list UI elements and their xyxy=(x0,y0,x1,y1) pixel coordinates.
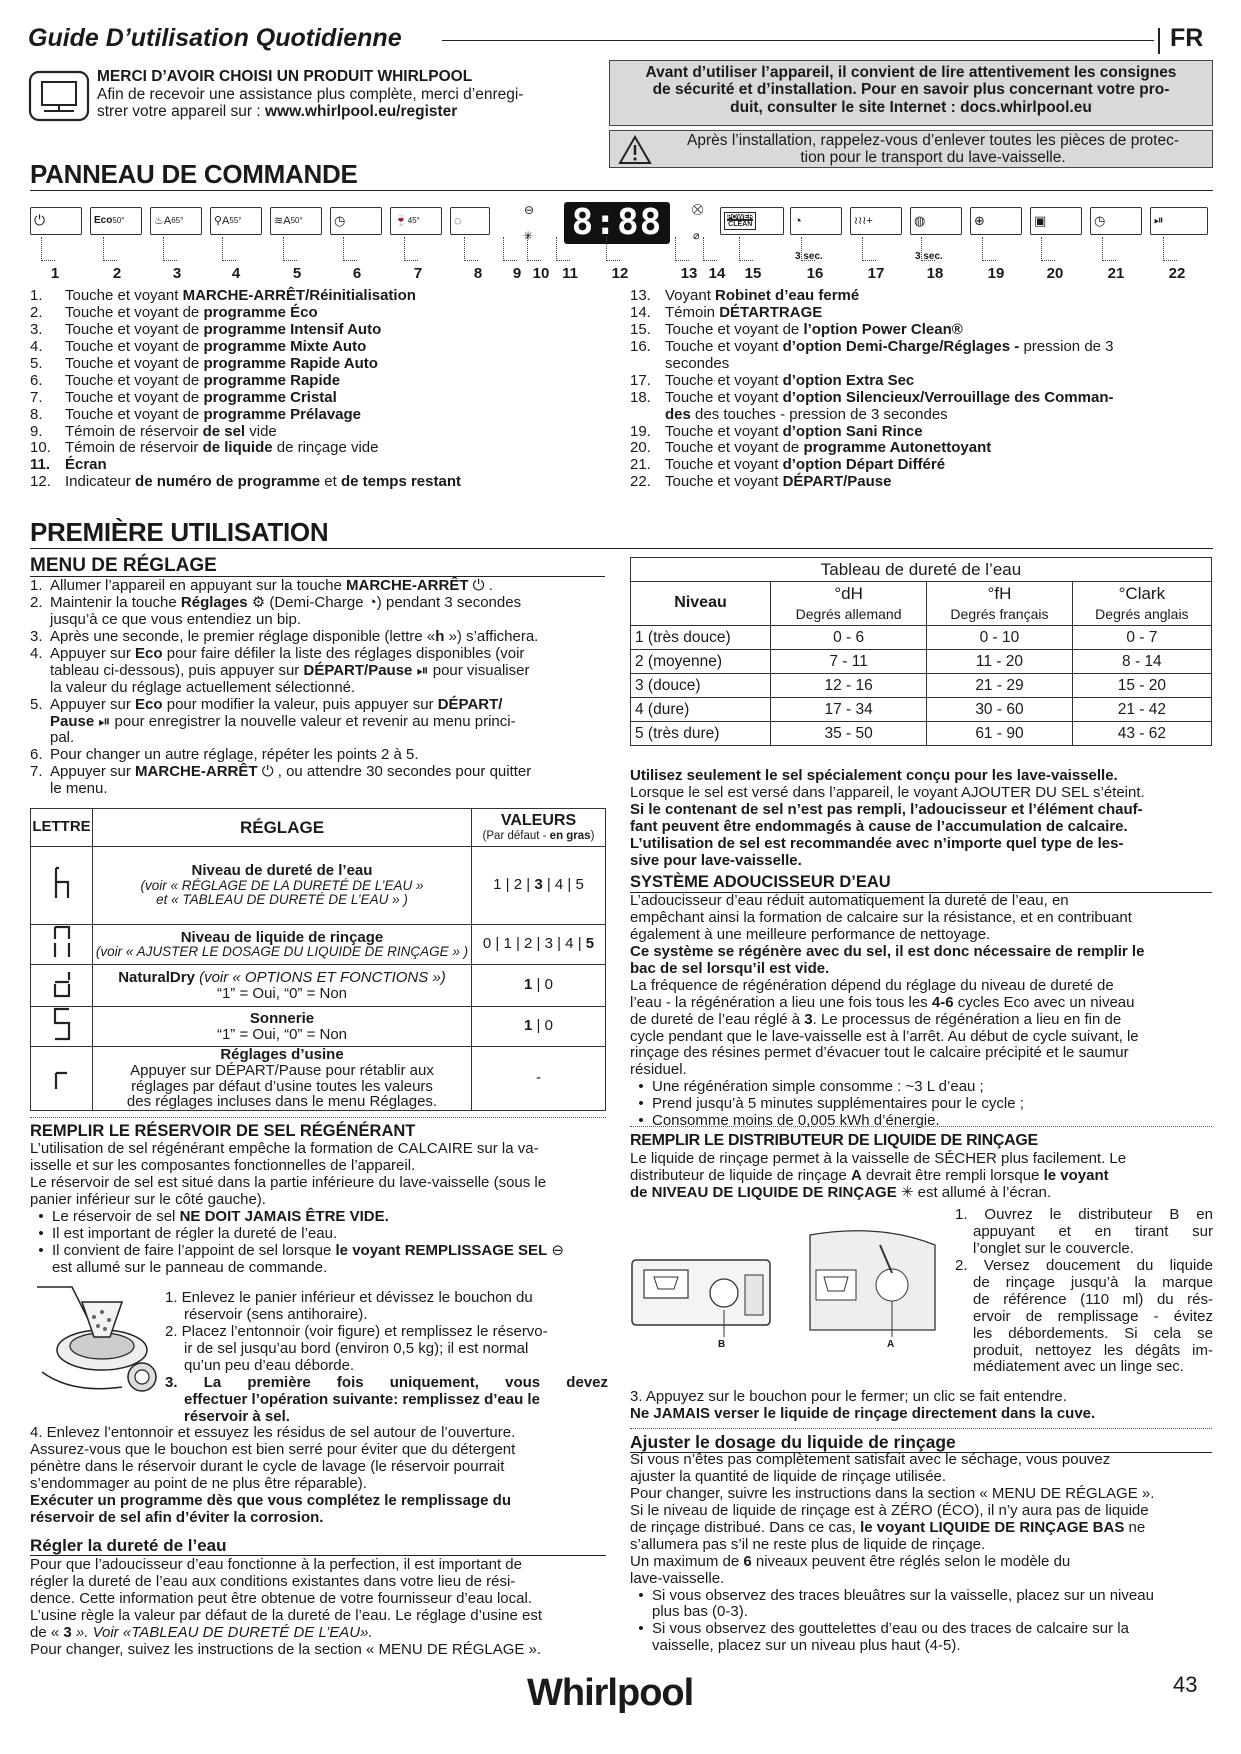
connector-line xyxy=(606,237,620,261)
water-hardness-table xyxy=(630,557,1212,746)
col-setting: RÉGLAGE xyxy=(93,809,472,847)
delay-start-button[interactable]: ◷ xyxy=(1090,207,1142,235)
hardness-row xyxy=(631,721,1212,745)
hardness-cell-fh: 30 - 60 xyxy=(927,697,1073,721)
settings-row xyxy=(31,1047,606,1111)
setting-description: Réglages d’usine Appuyer sur DÉPART/Pause pour rétablir aux réglages par défaut d’usine toutes les valeurs des réglages incluses dans le menu Réglages. xyxy=(93,1047,472,1111)
silent-button[interactable]: ◍ xyxy=(910,207,962,235)
panel-number-17: 17 xyxy=(867,265,885,282)
setting-letter-glyph xyxy=(31,847,93,925)
connector-line xyxy=(222,237,236,261)
control-panel-heading: PANNEAU DE COMMANDE xyxy=(30,159,358,189)
page-number: 43 xyxy=(1173,1672,1198,1697)
salt-refill-icon: ⊖ xyxy=(524,203,535,217)
warning-triangle-icon xyxy=(618,135,652,170)
notice-line: Avant d’utiliser l’appareil, il convient de lire attentivement les consignes xyxy=(645,64,1177,81)
legend-item: 19. Touche et voyant d’option Sani Rince xyxy=(630,422,923,440)
panel-number-15: 15 xyxy=(744,265,762,282)
rapid-button[interactable]: ◷ xyxy=(330,207,382,235)
hardness-cell-dh: 0 - 6 xyxy=(771,625,927,649)
connector-line xyxy=(739,237,753,261)
panel-number-22: 22 xyxy=(1168,265,1186,282)
connector-line xyxy=(503,237,517,261)
connector-line xyxy=(283,237,297,261)
col-letter: LETTRE xyxy=(31,809,93,847)
hardness-cell-dh: 17 - 34 xyxy=(771,697,927,721)
settings-row xyxy=(31,925,606,965)
hardness-cell-level: 4 (dure) xyxy=(631,697,771,721)
legend-item: 20. Touche et voyant de programme Autonettoyant xyxy=(630,439,992,457)
legend-item: 21. Touche et voyant d’option Départ Différé xyxy=(630,456,946,474)
eco-program-button[interactable]: Eco 50° xyxy=(90,207,142,235)
whirlpool-logo: Whirlpool xyxy=(527,1672,694,1714)
header-rule xyxy=(442,40,1154,41)
col-fh: °fH xyxy=(927,582,1073,606)
connector-line xyxy=(527,237,541,261)
connector-line xyxy=(404,237,418,261)
hardness-row xyxy=(631,673,1212,697)
rinse-closing: 3. Appuyez sur le bouchon pour le fermer; un clic se fait entendre. Ne JAMAIS verser le liquide de rinçage directement dans la cuve. xyxy=(630,1388,1096,1422)
connector-line xyxy=(343,237,357,261)
hardness-cell-fh: 0 - 10 xyxy=(927,625,1073,649)
panel-number-10: 10 xyxy=(532,265,550,282)
thanks-text: Afin de recevoir une assistance plus complète, merci d’enregi- xyxy=(97,85,524,103)
legend-item: 1. Touche et voyant MARCHE-ARRÊT/Réinitialisation xyxy=(30,287,416,304)
hardness-cell-dh: 12 - 16 xyxy=(771,673,927,697)
menu-step: 6. Pour changer un autre réglage, répéter les points 2 à 5. xyxy=(30,746,419,764)
col-clark-sub: Degrés anglais xyxy=(1072,605,1211,625)
panel-number-20: 20 xyxy=(1046,265,1064,282)
legend-item: 6. Touche et voyant de programme Rapide xyxy=(30,371,341,389)
menu-step: 2. Maintenir la touche Réglages ⚙ (Demi-Charge ◔) pendant 3 secondes xyxy=(30,593,522,611)
rinse-steps: 1. Ouvrez le distributeur B en appuyant et en tirant sur l’onglet sur le couvercle. 2. Versez doucement du liquide de rinçage jusqu’à la marque de référence (110 ml) du rés- ervoir de remplissage - évitez les débordements. Si cela se produit, nettoyez les dégâts im- médiatement avec un linge sec. xyxy=(955,1206,1213,1376)
setting-description: NaturalDry (voir « OPTIONS ET FONCTIONS ») “1” = Oui, “0” = Non xyxy=(93,965,472,1007)
panel-number-3: 3 xyxy=(172,265,182,282)
setting-values: 1 | 0 xyxy=(472,1007,606,1047)
settings-menu-heading: MENU DE RÉGLAGE xyxy=(30,555,217,576)
connector-line xyxy=(1102,237,1116,261)
power-button[interactable]: ⏻ xyxy=(30,207,82,235)
panel-number-5: 5 xyxy=(292,265,302,282)
rinse-intro: Le liquide de rinçage permet à la vaisselle de SÉCHER plus facilement. Le distributeur de liquide de rinçage A devrait être rempli lorsque le voyant de NIVEAU DE LIQUIDE DE RINÇAGE ✳ est allumé à l’écran. xyxy=(630,1150,1127,1201)
notice-line: de sécurité et d’installation. Pour en savoir plus concernant votre pro- xyxy=(652,81,1170,99)
menu-step: 7. Appuyer sur MARCHE-ARRÊT ⏻ , ou attendre 30 secondes pour quitter xyxy=(30,763,532,781)
softener-text: L’adoucisseur d’eau réduit automatiquement la dureté de l’eau, en empêchant ainsi la formation de calcaire sur la résistance, et en contribuant également à une meilleure performance de nettoyage. Ce système se régénère avec du sel, il est donc nécessaire de remplir le bac de sel lorsqu’il est vide. La fréquence de régénération dépend du réglage du niveau de dureté de l’eau - la régénération a lieu une fois tous les 4-6 cycles Eco avec un niveau de dureté de l’eau réglé à 3. Le processus de régénération a lieu en fin de cycle pendant que le lave-vaisselle est à l’arrêt. Au début de cycle suivant, le rinçage des résines permet d’évacuer tout le calcaire précipité et le saumur résiduel. • Une régénération simple consomme : ~3 L d’eau ; • Prend jusqu’à 5 minutes supplémentaires pour le cycle ; • Consomme moins de 0,005 kWh d’énergie. xyxy=(630,892,1145,1130)
connector-line xyxy=(1163,237,1177,261)
panel-number-8: 8 xyxy=(473,265,483,282)
legend-item: 15. Touche et voyant de l’option Power Clean® xyxy=(630,320,963,338)
panel-number-19: 19 xyxy=(987,265,1005,282)
setting-values: 1 | 2 | 3 | 4 | 5 xyxy=(472,847,606,925)
connector-line xyxy=(556,237,570,261)
power-clean-button[interactable]: POWER CLEAN xyxy=(720,207,784,235)
hardness-cell-fh: 21 - 29 xyxy=(927,673,1073,697)
hardness-cell-fh: 11 - 20 xyxy=(927,649,1073,673)
menu-step: le menu. xyxy=(50,780,108,798)
legend-item: 5. Touche et voyant de programme Rapide Auto xyxy=(30,354,378,372)
rinse-adjust-text: Si vous n’êtes pas complètement satisfait avec le séchage, vous pouvez ajuster la quantité de liquide de rinçage utilisée. Pour changer, suivre les instructions dans la section « MENU DE RÉGLAGE ». Si le niveau de liquide de rinçage est à ZÉRO (ÉCO), il n’y aura pas de liquide de rinçage distribué. Dans ce cas, le voyant LIQUIDE DE RINÇAGE BAS ne s’allumera pas s’il ne reste plus de liquide de rinçage. Un maximum de 6 niveaux peuvent être réglés selon le modèle du lave-vaisselle. • Si vous observez des traces bleuâtres sur la vaisselle, placez sur un niveau plus bas (0-3). • Si vous observez des gouttelettes d’eau ou des traces de calcaire sur la vaisselle, placez sur un niveau plus haut (4-5). xyxy=(630,1451,1155,1655)
prewash-button[interactable]: ◌ xyxy=(450,207,490,235)
legend-item: 16. Touche et voyant d’option Demi-Charge/Réglages - pression de 3 xyxy=(630,337,1114,355)
salt-heading: REMPLIR LE RÉSERVOIR DE SEL RÉGÉNÉRANT xyxy=(30,1122,416,1140)
connector-line xyxy=(703,237,717,261)
softener-heading: SYSTÈME ADOUCISSEUR D’EAU xyxy=(630,873,891,891)
section-rule xyxy=(30,548,1213,549)
figure-label-b: B xyxy=(718,1339,726,1350)
language-code: FR xyxy=(1170,24,1204,52)
legend-item: des des touches - pression de 3 secondes xyxy=(665,405,948,423)
connector-line xyxy=(801,237,815,261)
menu-step: 4. Appuyer sur Eco pour faire défiler la liste des réglages disponibles (voir xyxy=(30,644,525,662)
panel-number-14: 14 xyxy=(708,265,726,282)
connector-line xyxy=(163,237,177,261)
hardness-cell-fh: 61 - 90 xyxy=(927,721,1073,745)
legend-item: 13. Voyant Robinet d’eau fermé xyxy=(630,287,860,304)
figure-label-a: A xyxy=(887,1339,895,1350)
legend-item: 22. Touche et voyant DÉPART/Pause xyxy=(630,473,892,491)
panel-number-16: 16 xyxy=(806,265,824,282)
warning-line: Après l’installation, rappelez-vous d’enlever toutes les pièces de protec- xyxy=(687,132,1179,149)
three-sec-label: 3 sec. xyxy=(915,251,943,262)
setting-letter-glyph xyxy=(31,965,93,1007)
hardness-row xyxy=(631,625,1212,649)
hardness-setting-heading: Régler la dureté de l’eau xyxy=(30,1536,227,1555)
hardness-cell-level: 3 (douce) xyxy=(631,673,771,697)
panel-number-6: 6 xyxy=(352,265,362,282)
legend-item: secondes xyxy=(665,354,730,372)
menu-step: 3. Après une seconde, le premier réglage disponible (lettre «h ») s’affichera. xyxy=(30,627,539,645)
hardness-table-caption: Tableau de dureté de l’eau xyxy=(631,558,1212,582)
legend-item: 2. Touche et voyant de programme Éco xyxy=(30,303,318,321)
menu-step: 1. Allumer l’appareil en appuyant sur la touche MARCHE-ARRÊT ⏻ . xyxy=(30,577,493,594)
rinse-aid-icon: ✳ xyxy=(900,1183,914,1201)
menu-step: jusqu’à ce que vous entendiez un bip. xyxy=(50,610,302,628)
panel-number-13: 13 xyxy=(680,265,698,282)
hardness-cell-clark: 8 - 14 xyxy=(1072,649,1211,673)
register-computer-icon xyxy=(28,70,90,122)
col-level: Niveau xyxy=(631,582,771,626)
connector-line xyxy=(103,237,117,261)
legend-item: 3. Touche et voyant de programme Intensif Auto xyxy=(30,320,382,338)
dotted-divider xyxy=(630,1126,1212,1127)
hardness-cell-clark: 43 - 62 xyxy=(1072,721,1211,745)
legend-item: 7. Touche et voyant de programme Cristal xyxy=(30,388,337,406)
panel-number-18: 18 xyxy=(926,265,944,282)
three-sec-label: 3 sec. xyxy=(795,251,823,262)
menu-step: tableau ci-dessous), puis appuyer sur DÉPART/Pause ⏯ pour visualiser xyxy=(50,661,530,679)
mixed-auto-button[interactable]: ⚲A 55° xyxy=(210,207,262,235)
connector-line xyxy=(41,237,55,261)
connector-line xyxy=(982,237,996,261)
rinse-aid-icon: ✳ xyxy=(523,229,534,243)
legend-item: 18. Touche et voyant d’option Silencieux/Verrouillage des Comman- xyxy=(630,388,1114,406)
legend-item: 4. Touche et voyant de programme Mixte Auto xyxy=(30,337,367,355)
settings-row xyxy=(31,847,606,925)
rinse-adjust-heading: Ajuster le dosage du liquide de rinçage xyxy=(630,1432,956,1452)
rapid-auto-button[interactable]: ≋A 50° xyxy=(270,207,322,235)
menu-step: Pause ⏯ pour enregistrer la nouvelle valeur et revenir au menu princi- xyxy=(50,712,516,730)
settings-menu-steps xyxy=(30,578,610,798)
crystal-button[interactable]: 🍷 45° xyxy=(390,207,442,235)
col-dh: °dH xyxy=(771,582,927,606)
setting-letter-glyph xyxy=(31,1007,93,1047)
thanks-block xyxy=(97,68,602,121)
hardness-cell-level: 1 (très douce) xyxy=(631,625,771,649)
display-digits: 8:88 xyxy=(571,202,663,243)
col-fh-sub: Degrés français xyxy=(927,605,1073,625)
warning-line: tion pour le transport du lave-vaisselle. xyxy=(800,148,1066,166)
first-use-heading: PREMIÈRE UTILISATION xyxy=(30,517,329,547)
legend-item: 14. Témoin DÉTARTRAGE xyxy=(630,303,823,321)
legend-item: 9. Témoin de réservoir de sel vide xyxy=(30,422,277,440)
rinse-heading: REMPLIR LE DISTRIBUTEUR DE LIQUIDE DE RINÇAGE xyxy=(630,1132,1038,1149)
header-tick xyxy=(1158,28,1160,54)
register-link[interactable]: www.whirlpool.eu/register xyxy=(264,103,458,120)
setting-letter-glyph xyxy=(31,925,93,965)
panel-number-4: 4 xyxy=(231,265,241,282)
settings-row xyxy=(31,1007,606,1047)
settings-table xyxy=(30,808,606,1111)
legend-item: 17. Touche et voyant d’option Extra Sec xyxy=(630,371,915,389)
document-title: Guide D’utilisation Quotidienne xyxy=(28,24,402,52)
setting-description: Niveau de liquide de rinçage (voir « AJUSTER LE DOSAGE DU LIQUIDE DE RINÇAGE » ) xyxy=(93,925,472,965)
hardness-setting-text: Pour que l’adoucisseur d’eau fonctionne à la perfection, il est important de régler la dureté de l’eau aux conditions existantes dans votre lieu de rési- dence. Cette information peut être obtenue de votre fournisseur d’eau local. L’usine règle la valeur par défaut de la dureté de l’eau. Le réglage d’usine est de « 3 ». Voir «TABLEAU DE DURETÉ DE L’EAU». Pour changer, suivez les instructions de la section « MENU DE RÉGLAGE ». xyxy=(30,1556,543,1658)
salt-intro: L’utilisation de sel régénérant empêche la formation de CALCAIRE sur la va- isselle et sur les composantes fonctionnelles de l’appareil. Le réservoir de sel est situé dans la partie inférieure du lave-vaisselle (sous le panier inférieur sur le côté gauche). • Le réservoir de sel NE DOIT JAMAIS ÊTRE VIDE. • Il est important de régler la dureté de l’eau. • Il convient de faire l’appoint de sel lorsque le voyant REMPLISSAGE SEL ⊖ est allumé sur le panneau de commande. xyxy=(30,1140,564,1276)
connector-line xyxy=(1041,237,1055,261)
panel-number-2: 2 xyxy=(112,265,122,282)
water-tap-icon: ⛒ xyxy=(692,204,704,216)
notice-line: duit, consulter le site Internet : docs.whirlpool.eu xyxy=(730,98,1092,116)
legend-item: 10. Témoin de réservoir de liquide de rinçage vide xyxy=(30,439,379,457)
salt-steps: 1. Enlevez le panier inférieur et dévissez le bouchon du réservoir (sens antihoraire). 2. Placez l’entonnoir (voir figure) et remplissez le réservo- ir de sel jusqu’au bord (environ 0,5 kg); il est normal qu’un peu d’eau déborde. 3. La première fois uniquement, vous devez effectuer l’opération suivante: remplissez d’eau le réservoir à sel. xyxy=(165,1289,608,1425)
panel-number-12: 12 xyxy=(611,265,629,282)
connector-line xyxy=(464,237,478,261)
menu-step: 5. Appuyer sur Eco pour modifier la valeur, puis appuyer sur DÉPART/ xyxy=(30,695,503,713)
connector-line xyxy=(862,237,876,261)
setting-description: Sonnerie “1” = Oui, “0” = Non xyxy=(93,1007,472,1047)
salt-funnel-illustration xyxy=(32,1282,162,1397)
dotted-divider xyxy=(630,1428,1212,1429)
setting-values: 1 | 0 xyxy=(472,965,606,1007)
panel-number-9: 9 xyxy=(512,265,522,282)
col-dh-sub: Degrés allemand xyxy=(771,605,927,625)
half-load-button[interactable]: ◔ xyxy=(790,207,842,235)
setting-description: Niveau de dureté de l’eau (voir « RÉGLAGE DE LA DURETÉ DE L’EAU » et « TABLEAU DE DURETÉ DE L’EAU » ) xyxy=(93,847,472,925)
thanks-text-2: strer votre appareil sur : www.whirlpool.eu/register xyxy=(97,103,458,120)
panel-number-21: 21 xyxy=(1107,265,1125,282)
start-pause-button[interactable]: ⏯ xyxy=(1150,207,1208,235)
hardness-cell-level: 5 (très dure) xyxy=(631,721,771,745)
panel-legend-left xyxy=(30,288,630,491)
intensive-auto-button[interactable]: ♨A 65° xyxy=(150,207,202,235)
hardness-cell-clark: 15 - 20 xyxy=(1072,673,1211,697)
setting-letter-glyph xyxy=(31,1047,93,1111)
col-values: VALEURS (Par défaut - en gras) xyxy=(472,809,606,847)
transport-warning-box xyxy=(609,130,1213,168)
connector-line xyxy=(921,237,935,261)
hardness-cell-level: 2 (moyenne) xyxy=(631,649,771,673)
hardness-cell-dh: 7 - 11 xyxy=(771,649,927,673)
descaling-icon: ⌀ xyxy=(693,230,700,242)
hardness-row xyxy=(631,649,1212,673)
section-rule xyxy=(30,190,1213,191)
connector-line xyxy=(675,237,689,261)
col-clark: °Clark xyxy=(1072,582,1211,606)
self-clean-button[interactable]: ▣ xyxy=(1030,207,1082,235)
menu-step: pal. xyxy=(50,729,75,747)
sani-rinse-button[interactable]: ⊕ xyxy=(970,207,1022,235)
hardness-row xyxy=(631,697,1212,721)
rinse-dispenser-illustration xyxy=(630,1225,950,1365)
panel-legend-right xyxy=(630,288,1210,491)
hardness-cell-clark: 0 - 7 xyxy=(1072,625,1211,649)
salt-closing: 4. Enlevez l’entonnoir et essuyez les résidus de sel autour de l’ouverture. Assurez-vous que le bouchon est bien serré pour éviter que du détergent pénètre dans le réservoir durant le cycle de lavage (le réservoir pourrait s’endommager au point de ne plus être réparable). Exécuter un programme dès que vous complétez le remplissage du réservoir de sel afin d’éviter la corrosion. xyxy=(30,1424,516,1526)
hardness-cell-dh: 35 - 50 xyxy=(771,721,927,745)
menu-step: la valeur du réglage actuellement sélectionné. xyxy=(50,678,356,696)
dotted-divider xyxy=(30,1117,606,1118)
extra-dry-button[interactable]: ≀≀≀+ xyxy=(850,207,902,235)
legend-item: 11. Écran xyxy=(30,456,107,474)
safety-notice-box xyxy=(609,60,1213,126)
panel-number-1: 1 xyxy=(50,265,60,282)
setting-values: 0 | 1 | 2 | 3 | 4 | 5 xyxy=(472,925,606,965)
panel-number-11: 11 xyxy=(562,265,578,282)
hardness-cell-clark: 21 - 42 xyxy=(1072,697,1211,721)
salt-notes: Utilisez seulement le sel spécialement conçu pour les lave-vaisselle. Lorsque le sel est versé dans l’appareil, le voyant AJOUTER DU SEL s’éteint. Si le contenant de sel n’est pas rempli, l’adoucisseur et l’élément chauf- fant peuvent être endommagés à cause de l’accumulation de calcaire. L’utilisation de sel est recommandée avec n’importe quel type de les- sive pour lave-vaisselle. xyxy=(630,767,1145,869)
legend-item: 12. Indicateur de numéro de programme et de temps restant xyxy=(30,473,461,491)
legend-item: 8. Touche et voyant de programme Prélavage xyxy=(30,405,362,423)
thanks-heading: MERCI D’AVOIR CHOISI UN PRODUIT WHIRLPOOL xyxy=(97,68,473,85)
setting-values: - xyxy=(472,1047,606,1111)
settings-row xyxy=(31,965,606,1007)
panel-number-7: 7 xyxy=(413,265,423,282)
